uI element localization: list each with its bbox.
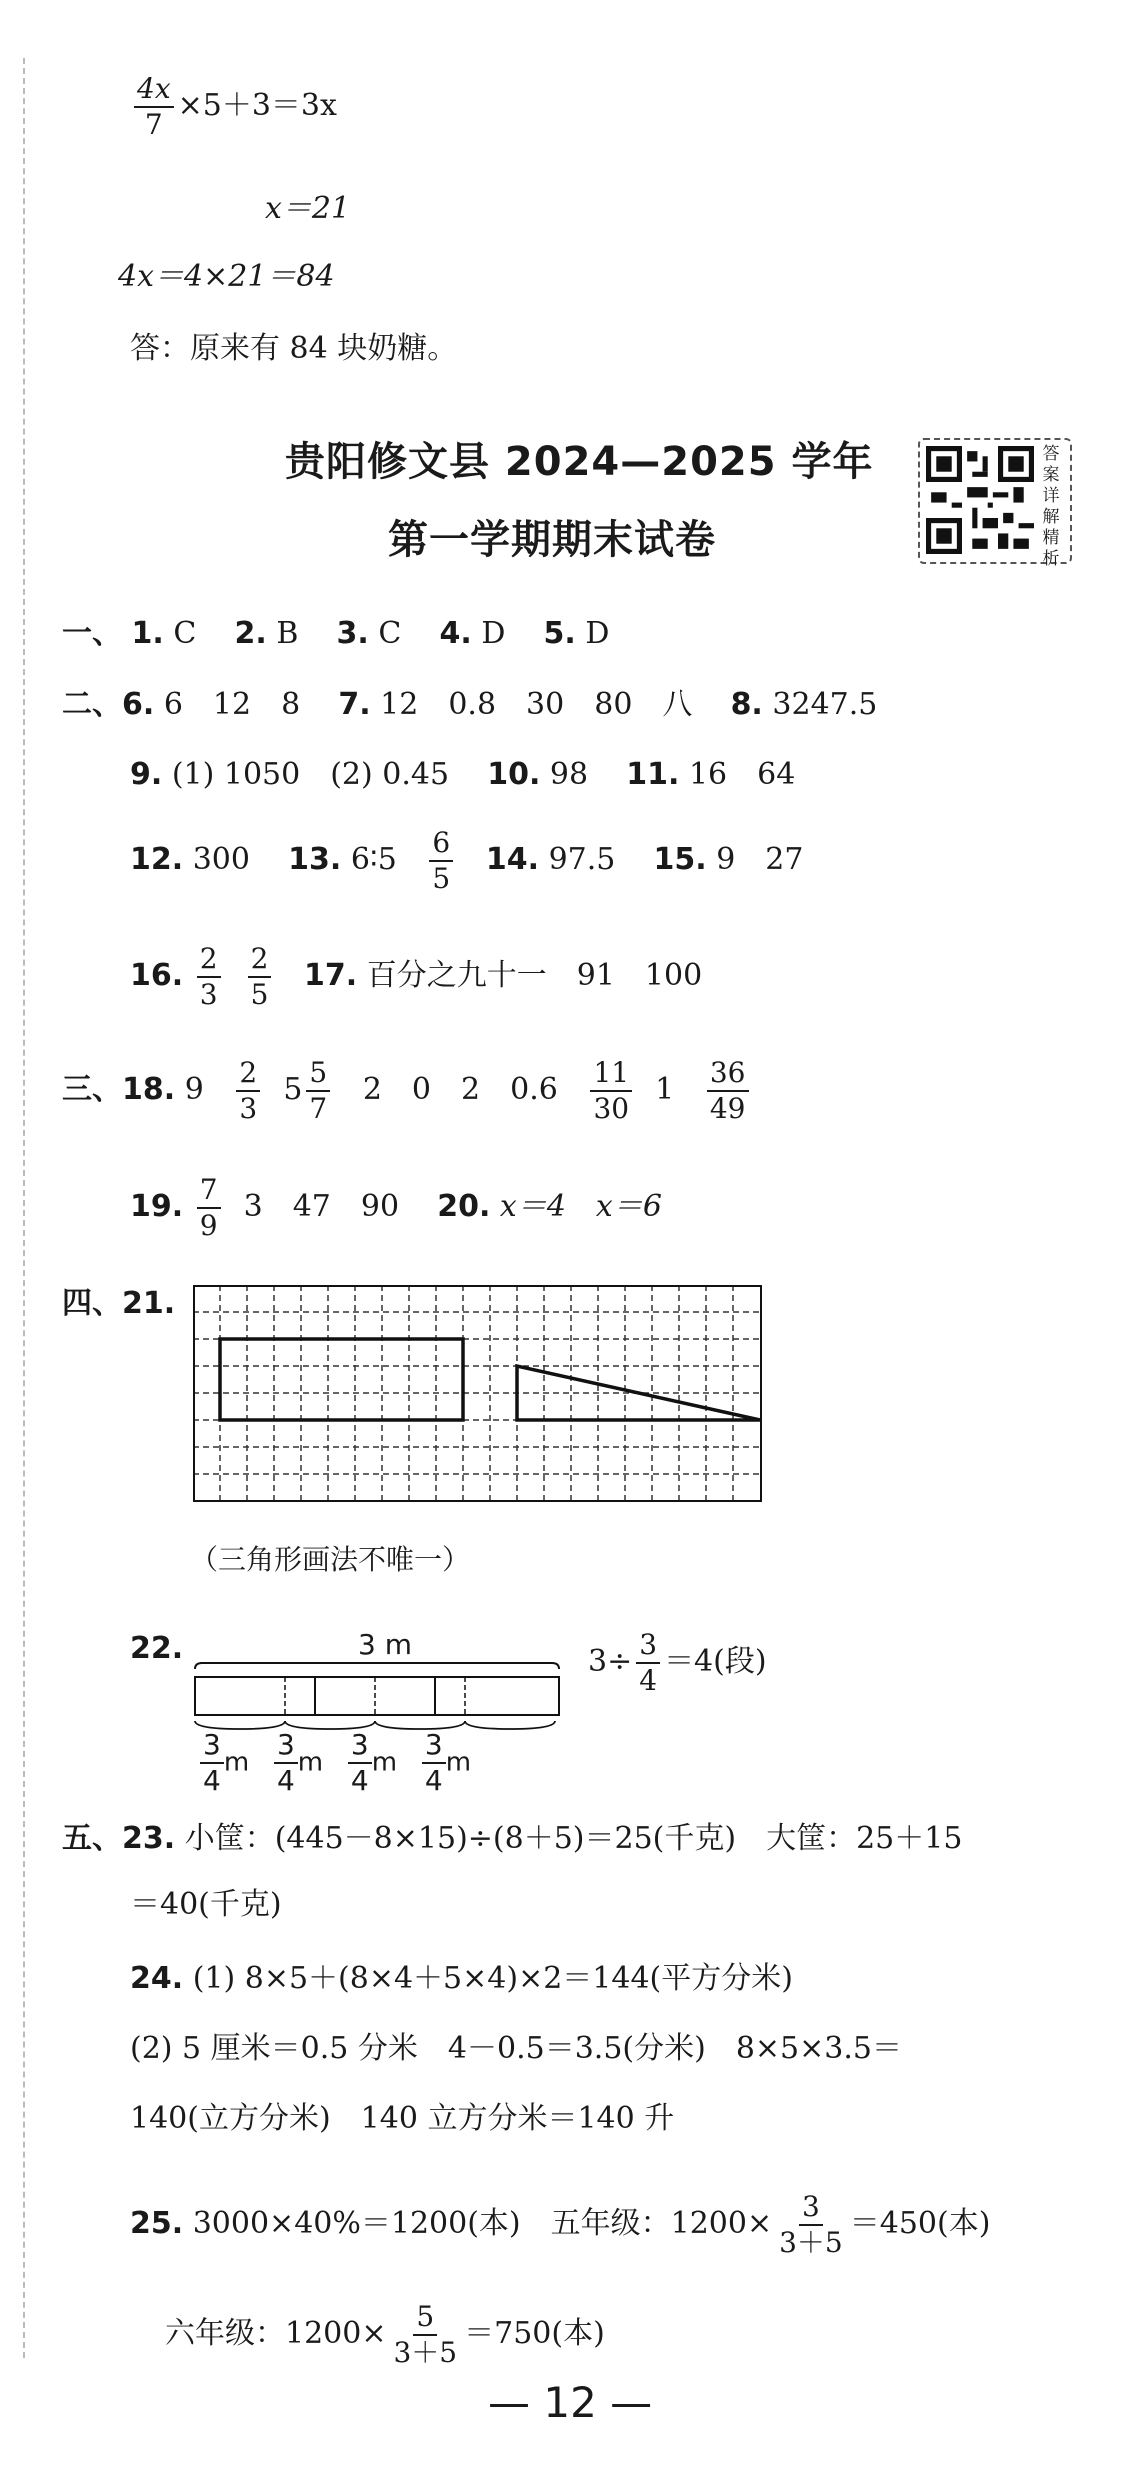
fraction: $\frac{3}{3+5}$ [779, 2190, 843, 2259]
q24-line2: (2) 5 厘米＝0.5 分米 4－0.5＝3.5(分米) 8×5×3.5＝ [130, 2031, 902, 2066]
fraction: $\frac{4x}{7}$ [134, 72, 174, 142]
eq2: x＝21 [265, 191, 351, 226]
grid-lines [193, 1285, 761, 1501]
fraction: $\frac{36}{49}$ [707, 1056, 749, 1126]
page-number: — 12 — [488, 2378, 653, 2427]
q19-q20-row: 19. $\frac{7}{9}$ 3 47 90 20. x＝4 x＝6 [130, 1173, 662, 1242]
q21-label: 四、21. [62, 1286, 176, 1321]
fraction: $\frac{2}{5}$ [248, 942, 272, 1012]
fraction: $\frac{3}{4}$ [274, 1728, 298, 1798]
fraction: $\frac{7}{9}$ [197, 1173, 221, 1243]
fraction: $\frac{5}{3+5}$ [393, 2300, 458, 2369]
eq1: $\frac{4x}{7}$ ×5＋3＝3x [130, 72, 337, 142]
total-length-brace [195, 1663, 559, 1669]
q24-line1: 24. (1) 8×5＋(8×4＋5×4)×2＝144(平方分米) [130, 1961, 793, 1996]
fraction: $\frac{6}{5}$ [429, 826, 453, 896]
q21-grid-figure [193, 1285, 763, 1505]
q6-q8-row: 二、6. 6 12 8 7. 12 0.8 30 80 八 8. 3247.5 [62, 687, 878, 722]
q23-line1: 五、23. 小筐：(445－8×15)÷(8＋5)＝25(千克) 大筐：25＋15 [62, 1821, 963, 1856]
fraction: $\frac{2}{3}$ [197, 942, 221, 1012]
rectangle-shape [220, 1339, 463, 1420]
q9-q11-row: 9. (1) 1050 (2) 0.45 10. 98 11. 16 64 [130, 757, 796, 792]
exam-subtitle: 第一学期期末试卷 [388, 517, 716, 563]
exam-title: 贵阳修文县 2024—2025 学年 [285, 439, 874, 485]
q25-line2: 六年级：1200× $\frac{5}{3+5}$ ＝750(本) [165, 2300, 605, 2369]
fraction: $\frac{3}{4}$ [636, 1628, 660, 1698]
fraction: $\frac{3}{4}$ [348, 1728, 372, 1798]
q16-q17-row: 16. $\frac{2}{3}$ $\frac{2}{5}$ 17. 百分之九十一 91 100 [130, 942, 703, 1011]
fraction: $\frac{3}{4}$ [422, 1728, 446, 1798]
q18-row: 三、18. 9 $\frac{2}{3}$ 5 $\frac{5}{7}$ 2 0 2 0.6 $\frac{11}{30}$ 1 $\frac{36}{49}$ [62, 1056, 753, 1126]
fraction: $\frac{2}{3}$ [236, 1056, 260, 1126]
fraction: $\frac{11}{30}$ [590, 1056, 632, 1126]
qr-code-icon [926, 446, 1034, 554]
binding-line [23, 58, 25, 2358]
q23-line2: ＝40(千克) [130, 1887, 282, 1922]
rope-bar [195, 1677, 559, 1715]
q22-segment-labels: $\frac{3}{4}$ m $\frac{3}{4}$ m $\frac{3}{4}$ m $\frac{3}{4}$ m [200, 1728, 471, 1798]
q25-line1: 25. 3000×40%＝1200(本) 五年级：1200× $\frac{3}{3+5}$ ＝450(本) [130, 2190, 991, 2259]
q22-line-diagram [190, 1655, 565, 1737]
fraction: $\frac{5}{7}$ [306, 1056, 330, 1126]
q22-total-label: 3 m [358, 1628, 412, 1661]
q22-equation: 3÷ $\frac{3}{4}$ ＝4(段) [588, 1628, 767, 1697]
answer-text: 答：原来有 84 块奶糖。 [130, 331, 458, 366]
qr-code-box[interactable] [918, 438, 1072, 569]
q24-line3: 140(立方分米) 140 立方分米＝140 升 [130, 2101, 675, 2136]
q21-note: （三角形画法不唯一） [190, 1543, 471, 1576]
q12-q15-row: 12. 300 13. 6∶5 $\frac{6}{5}$ 14. 97.5 15. 9 27 [130, 826, 804, 895]
fraction: $\frac{3}{4}$ [200, 1728, 224, 1798]
section1-row: 一、 1. C 2. B 3. C 4. D 5. D [62, 616, 610, 651]
qr-label: 答案详解精析 [1042, 444, 1060, 569]
q22-label: 22. [130, 1631, 184, 1666]
eq3: 4x＝4×21＝84 [118, 259, 335, 294]
